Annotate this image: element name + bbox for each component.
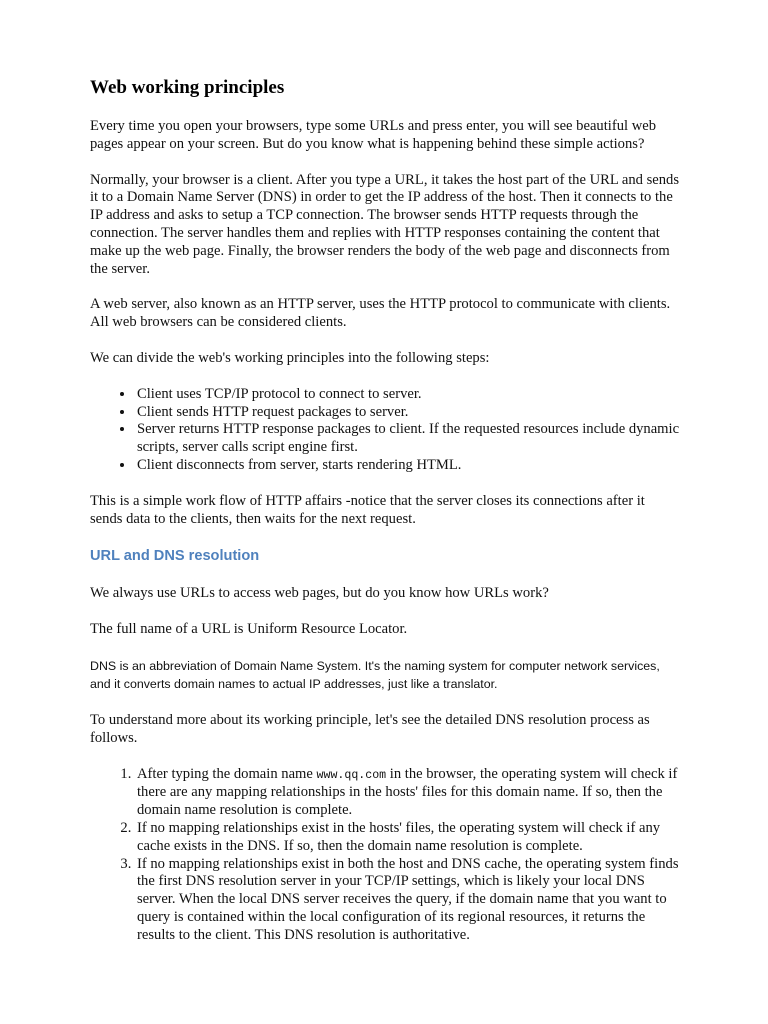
- urls-paragraph: We always use URLs to access web pages, but do you know how URLs work?: [90, 585, 549, 602]
- page-title: Web working principles: [90, 77, 285, 98]
- item1-text-after: in the browser, the operating system will check if there are any mapping relationships in the hosts' files for this domain name. If so, then the domain name resolution is complete.: [137, 765, 678, 819]
- process-paragraph: To understand more about its working principle, let's see the detailed DNS resolution process as follows.: [90, 711, 650, 746]
- steps-intro-paragraph: We can divide the web's working principles into the following steps:: [90, 349, 490, 366]
- document-page: [90, 76, 680, 963]
- list-item: • Client uses TCP/IP protocol to connect to server.: [135, 386, 680, 404]
- dns-definition-paragraph: DNS is an abbreviation of Domain Name System. It's the naming system for computer network services, and it converts domain names to actual IP addresses, just like a translator.: [90, 658, 660, 691]
- dns-process-list: [90, 766, 680, 945]
- list-item: • Client disconnects from server, starts rendering HTML.: [135, 457, 680, 475]
- server-paragraph: A web server, also known as an HTTP server, uses the HTTP protocol to communicate with clients. All web browsers can be considered clients.: [90, 296, 671, 331]
- workflow-paragraph: This is a simple work flow of HTTP affairs -notice that the server closes its connections after it sends data to the clients, then waits for the next request.: [90, 492, 645, 527]
- intro-paragraph: Every time you open your browsers, type some URLs and press enter, you will see beautiful web pages appear on your screen. But do you know what is happening behind these simple actions?: [90, 118, 657, 152]
- domain-code: www.qq.com: [316, 768, 387, 782]
- section-heading-url-dns: URL and DNS resolution: [90, 548, 260, 565]
- list-item: • Client sends HTTP request packages to server.: [135, 404, 680, 422]
- list-item: [135, 766, 680, 820]
- item1-text-before: After typing the domain name: [137, 765, 317, 782]
- client-paragraph: Normally, your browser is a client. After you type a URL, it takes the host part of the URL and sends it to a Domain Name Server (DNS) in order to get the IP address of the host. Then it connects to the IP address and asks to setup a TCP connection. The browser sends HTTP requests through the connection. The server handles them and replies with HTTP responses containing the content that make up the web page. Finally, the browser renders the body of the web page and disconnects from the server.: [90, 171, 680, 277]
- steps-list: [90, 386, 680, 475]
- list-item: 2. If no mapping relationships exist in the hosts' files, the operating system will check if any cache exists in the DNS. If so, then the domain name resolution is complete.: [135, 820, 680, 856]
- fullname-paragraph: The full name of a URL is Uniform Resource Locator.: [90, 621, 408, 638]
- list-item: • Server returns HTTP response packages to client. If the requested resources include dynamic scripts, server calls script engine first.: [135, 421, 680, 457]
- list-item: 3. If no mapping relationships exist in both the host and DNS cache, the operating system finds the first DNS resolution server in your TCP/IP settings, which is likely your local DNS server. When the local DNS server receives the query, if the domain name that you want to query is contained within the local configuration of its regional resources, it returns the results to the client. This DNS resolution is authoritative.: [135, 856, 680, 945]
